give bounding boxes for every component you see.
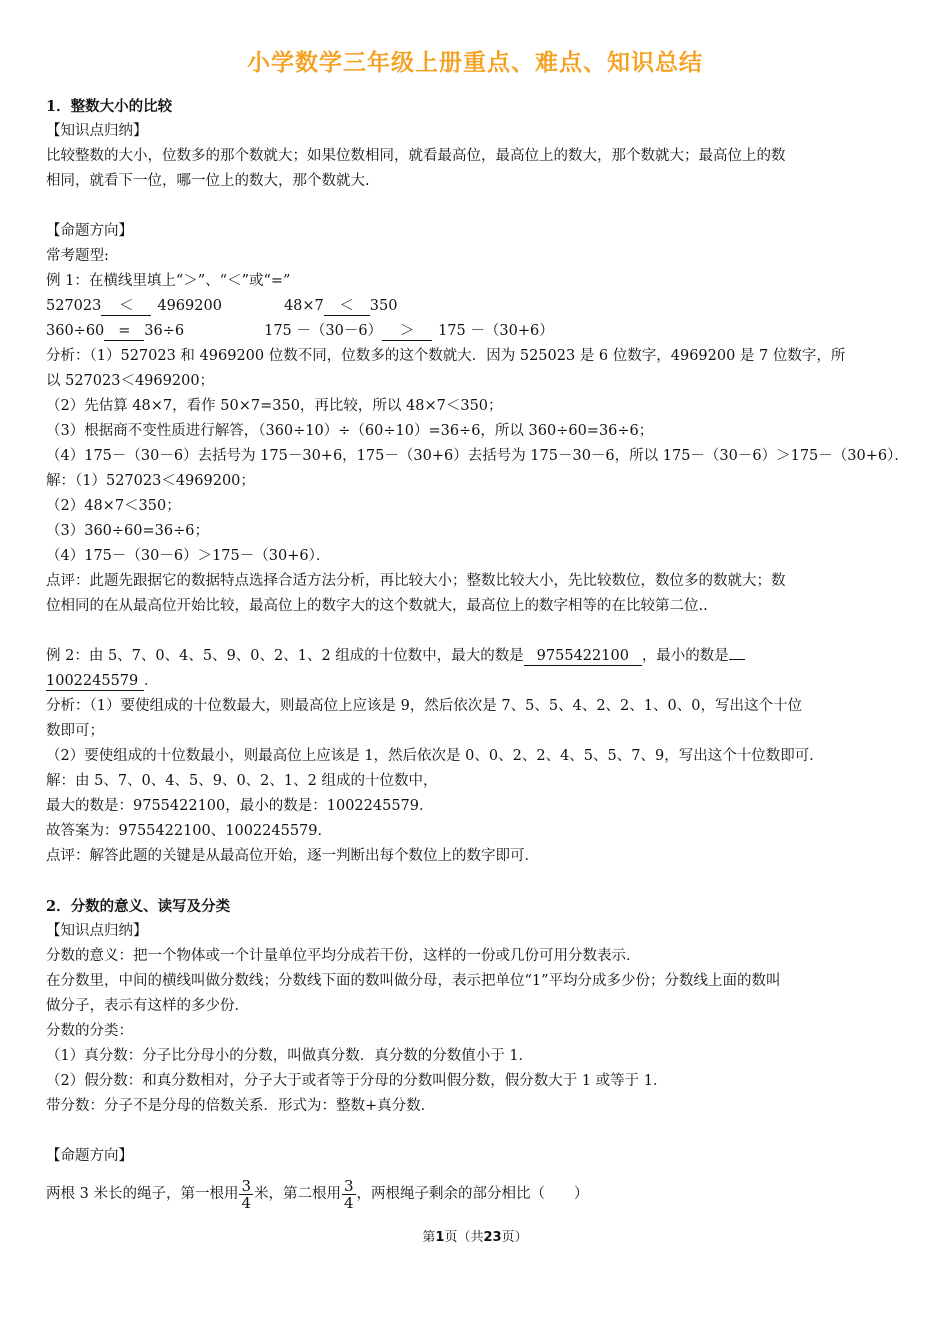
- compare-left: 175 －（30－6）: [264, 323, 383, 339]
- fraction-denominator: 4: [241, 1193, 251, 1212]
- question-text: 例 2：由 5、7、0、4、5、9、0、2、1、2 组成的十位数中，最大的数是: [46, 648, 524, 664]
- fraction-numerator: 3: [241, 1176, 251, 1195]
- answer-blank: ＜: [101, 297, 151, 316]
- section-2-heading: 2．分数的意义、读写及分类: [46, 898, 231, 915]
- example-1-question: 例 1：在横线里填上“＞”、“＜”或“=”: [46, 273, 291, 289]
- compare-left: 527023: [46, 298, 102, 314]
- analysis-text: （3）根据商不变性质进行解答，（360÷10）÷（60÷10）=36÷6，所以 360÷60=36÷6；: [46, 423, 654, 439]
- analysis-text: 以 527023＜4969200；: [46, 373, 215, 389]
- fraction: [342, 1178, 356, 1211]
- knowledge-text: （1）真分数：分子比分母小的分数，叫做真分数．真分数的分数值小于 1．: [46, 1048, 534, 1064]
- knowledge-text: 分数的意义：把一个物体或一个计量单位平均分成若干份，这样的一份或几份可用分数表示．: [46, 948, 641, 964]
- comment-text: 点评：解答此题的关键是从最高位开始，逐一判断出每个数位上的数字即可．: [46, 848, 539, 864]
- page-number: 1: [435, 1230, 445, 1245]
- analysis-text: （2）先估算 48×7，看作 50×7=350，再比较，所以 48×7＜350；: [46, 398, 503, 414]
- common-types-label: 常考题型:: [46, 248, 109, 264]
- analysis-text: 分析：（1）527023 和 4969200 位数不同，位数多的这个数就大．因为 525023 是 6 位数字，4969200 是 7 位数字，所: [46, 348, 846, 364]
- fraction-numerator: 3: [344, 1176, 354, 1195]
- fraction: [239, 1178, 253, 1211]
- solution-text: 解：（1）527023＜4969200；: [46, 473, 255, 489]
- question-text: ．: [144, 673, 159, 689]
- document-body: [46, 94, 909, 1219]
- solution-text: （3）360÷60=36÷6；: [46, 523, 209, 539]
- knowledge-text: 做分子，表示有这样的多少份．: [46, 998, 249, 1014]
- compare-left: 48×7: [283, 298, 324, 314]
- knowledge-label: 【知识点归纳】: [46, 123, 148, 139]
- total-pages: 23: [483, 1230, 502, 1245]
- compare-right: 4969200: [157, 298, 222, 314]
- answer-blank: ＞: [382, 322, 432, 341]
- answer-blank-start: [729, 659, 745, 660]
- solution-text: 故答案为：9755422100、1002245579．: [46, 823, 333, 839]
- footer-text: 第: [422, 1230, 436, 1245]
- page-footer: [0, 1226, 950, 1245]
- comment-text: 位相同的在从最高位开始比较，最高位上的数字大的这个数就大，最高位上的数字相等的在比较第二位..: [46, 598, 708, 614]
- knowledge-text: 分数的分类：: [46, 1023, 133, 1039]
- question-text: 米，第二根用: [254, 1186, 341, 1202]
- knowledge-text: 比较整数的大小，位数多的那个数就大；如果位数相同，就看最高位，最高位上的数大，那个数就大；最高位上的数: [46, 148, 786, 164]
- solution-text: （4）175－（30－6）＞175－（30+6）．: [46, 548, 331, 564]
- knowledge-label: 【知识点归纳】: [46, 923, 148, 939]
- knowledge-text: （2）假分数：和真分数相对，分子大于或者等于分母的分数叫假分数，假分数大于 1 或等于 1．: [46, 1073, 668, 1089]
- fraction-question: [46, 1169, 904, 1219]
- answer-blank-min: 1002245579: [46, 672, 144, 691]
- solution-text: 最大的数是：9755422100，最小的数是：1002245579．: [46, 798, 434, 814]
- direction-label: 【命题方向】: [46, 1148, 133, 1164]
- analysis-text: 数即可；: [46, 723, 104, 739]
- footer-text: 页（共: [444, 1230, 484, 1245]
- example-1-row-1: [46, 294, 904, 319]
- question-text: ，两根绳子剩余的部分相比（ ）: [356, 1186, 589, 1202]
- answer-blank: =: [104, 322, 144, 341]
- example-2-question-cont: [46, 669, 904, 694]
- example-2-question: [46, 644, 904, 669]
- compare-right: 175 －（30+6）: [438, 323, 554, 339]
- question-text: 两根 3 米长的绳子，第一根用: [46, 1186, 239, 1202]
- fraction-denominator: 4: [344, 1193, 354, 1212]
- answer-blank: ＜: [324, 297, 370, 316]
- compare-right: 36÷6: [144, 323, 185, 339]
- knowledge-text: 带分数：分子不是分母的倍数关系．形式为：整数+真分数．: [46, 1098, 436, 1114]
- section-1-heading: 1．整数大小的比较: [46, 98, 173, 115]
- compare-right: 350: [369, 298, 398, 314]
- knowledge-text: 相同，就看下一位，哪一位上的数大，那个数就大.: [46, 173, 370, 189]
- knowledge-text: 在分数里，中间的横线叫做分数线；分数线下面的数叫做分母，表示把单位“1”平均分成多少份；分数线上面的数叫: [46, 973, 781, 989]
- analysis-text: （2）要使组成的十位数最小，则最高位上应该是 1，然后依次是 0、0、2、2、4、5、5、7、9，写出这个十位数即可．: [46, 748, 824, 764]
- solution-text: 解：由 5、7、0、4、5、9、0、2、1、2 组成的十位数中，: [46, 773, 438, 789]
- analysis-text: （4）175－（30－6）去括号为 175－30+6，175－（30+6）去括号为 175－30－6，所以 175－（30－6）＞175－（30+6）．: [46, 448, 909, 464]
- comment-text: 点评：此题先跟据它的数据特点选择合适方法分析，再比较大小；整数比较大小，先比较数位，数位多的数就大；数: [46, 573, 786, 589]
- direction-label: 【命题方向】: [46, 223, 133, 239]
- answer-blank-max: 9755422100: [524, 647, 642, 666]
- question-text: ，最小的数是: [641, 648, 729, 664]
- solution-text: （2）48×7＜350；: [46, 498, 181, 514]
- footer-text: 页）: [501, 1230, 528, 1245]
- example-1-row-2: [46, 319, 904, 344]
- compare-left: 360÷60: [46, 323, 105, 339]
- document-title: 小学数学三年级上册重点、难点、知识总结: [247, 50, 703, 76]
- analysis-text: 分析：（1）要使组成的十位数最大，则最高位上应该是 9，然后依次是 7、5、5、4、2、2、1、0、0，写出这个十位: [46, 698, 802, 714]
